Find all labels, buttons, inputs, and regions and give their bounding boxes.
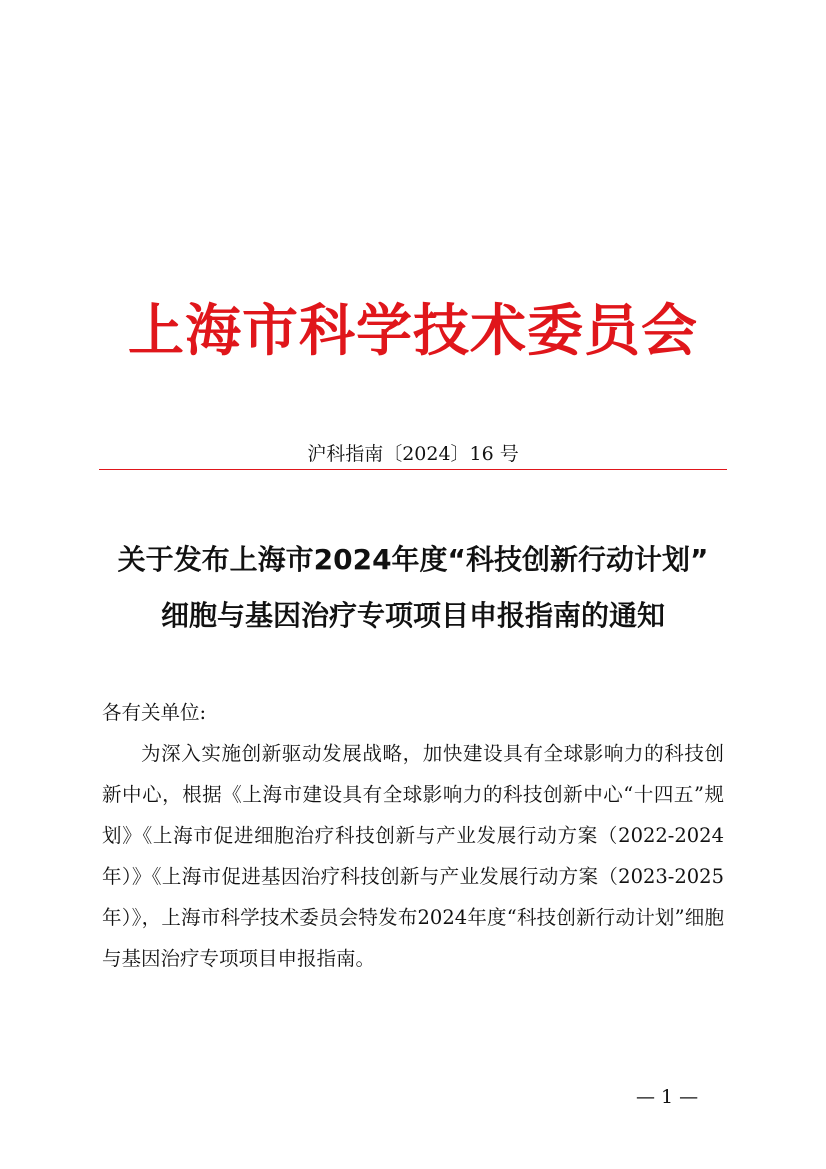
salutation: 各有关单位:	[102, 701, 207, 724]
issuer-masthead: 上海市科学技术委员会	[128, 299, 698, 364]
header-divider	[99, 469, 727, 470]
page-number: — 1 —	[636, 1086, 699, 1108]
title-line-2: 细胞与基因治疗专项项目申报指南的通知	[160, 599, 665, 632]
title-line-1: 关于发布上海市2024年度“科技创新行动计划”	[117, 543, 709, 576]
body-paragraph: 为深入实施创新驱动发展战略，加快建设具有全球影响力的科技创新中心，根据《上海市建设具有全球影响力的科技创新中心“十四五”规划》《上海市促进细胞治疗科技创新与产业发展行动方案（2022-2024年）》《上海市促进基因治疗科技创新与产业发展行动方案（2023-2025年）》，上海市科学技术委员会特发布2024年度“科技创新行动计划”细胞与基因治疗专项项目申报指南。	[102, 742, 724, 970]
document-number: 沪科指南〔2024〕16 号	[307, 443, 519, 465]
document-body	[102, 692, 724, 979]
document-title	[90, 532, 736, 644]
